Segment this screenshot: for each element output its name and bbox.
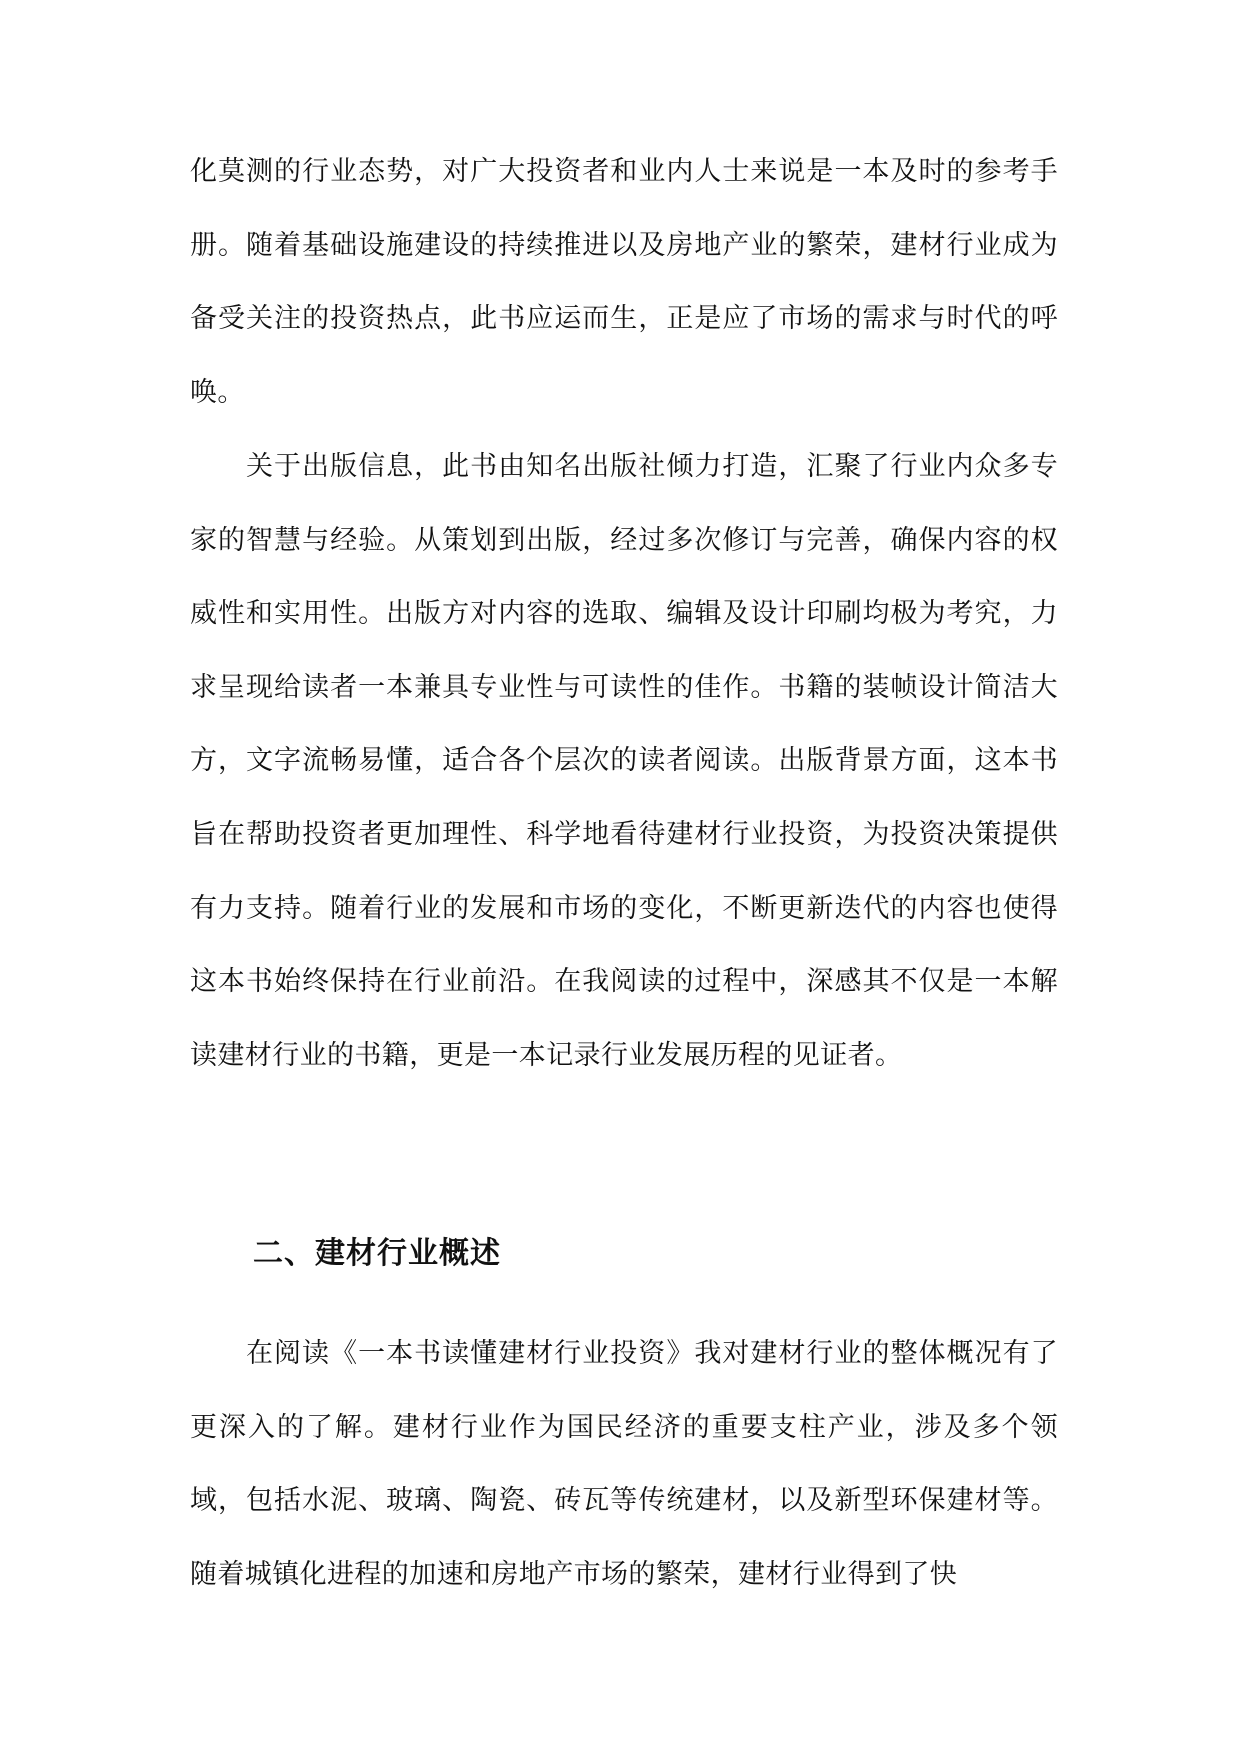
paragraph-industry-overview: 在阅读《一本书读懂建材行业投资》我对建材行业的整体概况有了更深入的了解。建材行业作为国民经济的重要支柱产业，涉及多个领域，包括水泥、玻璃、陶瓷、砖瓦等传统建材，以及新型环保建材等。随着城镇化进程的加速和房地产市场的繁荣，建材行业得到了快 bbox=[190, 1338, 1058, 1590]
section-heading: 二、建材行业概述 bbox=[253, 1236, 501, 1271]
paragraph-continuation: 化莫测的行业态势，对广大投资者和业内人士来说是一本及时的参考手册。随着基础设施建设的持续推进以及房地产业的繁荣，建材行业成为备受关注的投资热点，此书应运而生，正是应了市场的需求与时代的呼唤。 bbox=[190, 156, 1058, 408]
paragraph-publication-info: 关于出版信息，此书由知名出版社倾力打造，汇聚了行业内众多专家的智慧与经验。从策划到出版，经过多次修订与完善，确保内容的权威性和实用性。出版方对内容的选取、编辑及设计印刷均极为考究，力求呈现给读者一本兼具专业性与可读性的佳作。书籍的装帧设计简洁大方，文字流畅易懂，适合各个层次的读者阅读。出版背景方面，这本书旨在帮助投资者更加理性、科学地看待建材行业投资，为投资决策提供有力支持。随着行业的发展和市场的变化，不断更新迭代的内容也使得这本书始终保持在行业前沿。在我阅读的过程中，深感其不仅是一本解读建材行业的书籍，更是一本记录行业发展历程的见证者。 bbox=[190, 451, 1058, 1071]
